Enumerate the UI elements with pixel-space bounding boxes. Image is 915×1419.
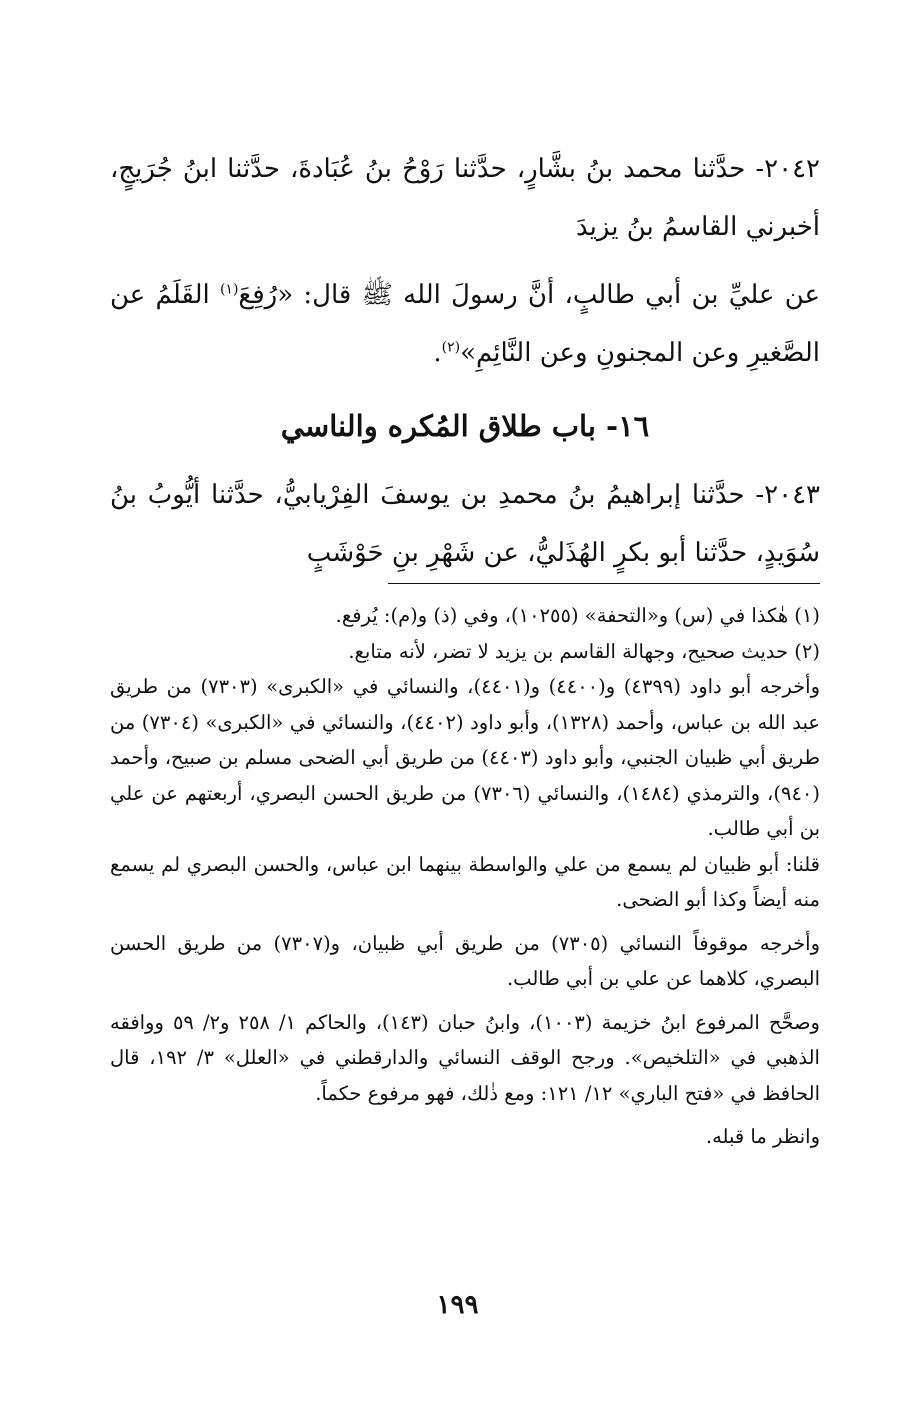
- footnote-ref-1: (١): [219, 281, 239, 298]
- footnote-divider: [388, 583, 820, 584]
- hadith-2043-isnad: ٢٠٤٣- حدَّثنا إبراهيمُ بنُ محمدِ بن يوسفَ الفِرْيابيُّ، حدَّثنا أيُّوبُ بنُ سُوَيدٍ، حدَّثنا أبو بكرٍ الهُذَليُّ، عن شَهْرِ بنِ حَوْشَبٍ: [110, 480, 820, 568]
- page-number: ١٩٩: [436, 1290, 479, 1320]
- footnote-2-mawquf: وأخرجه موقوفاً النسائي (٧٣٠٥) من طريق أبي ظبيان، و(٧٣٠٧) من طريق الحسن البصري، كلاهما عن علي بن أبي طالب.: [110, 931, 820, 990]
- chapter-title: ١٦- باب طلاق المُكره والناسي: [280, 409, 650, 443]
- hadith-2042-isnad: ٢٠٤٢- حدَّثنا محمد بنُ بشَّارٍ، حدَّثنا رَوْحُ بنُ عُبَادةَ، حدَّثنا ابنُ جُرَيجٍ، أخبرني القاسمُ بنُ يزيدَ: [110, 154, 820, 242]
- footnote-1: (١) هٰكذا في (س) و«التحفة» (١٠٢٥٥)، وفي (ذ) و(م): يُرفع.: [335, 604, 820, 627]
- matn-text-1: عن عليِّ بن أبي طالبٍ، أنَّ رسولَ الله ﷺ قال: «رُفِعَ: [238, 280, 820, 310]
- footnotes: [110, 598, 820, 1155]
- matn-text-2: القَلَمُ عن الصَّغيرِ وعن المجنونِ وعن النَّائِمِ»: [110, 280, 820, 368]
- footnote-ref-2: (٢): [441, 339, 461, 356]
- matn-end: .: [433, 338, 442, 368]
- footnote-2-see-previous: وانظر ما قبله.: [705, 1125, 820, 1148]
- main-text: [110, 140, 820, 582]
- hadith-2042-matn: [110, 266, 820, 382]
- footnote-2-takhrij: وأخرجه أبو داود (٤٣٩٩) و(٤٤٠٠) و(٤٤٠١)، والنسائي في «الكبرى» (٧٣٠٣) من طريق عبد الله بن عباس، وأحمد (١٣٢٨)، وأبو داود (٤٤٠٢)، والنسائي في «الكبرى» (٧٣٠٤) من طريق أبي ظبيان الجنبي، وأبو داود (٤٤٠٣) من طريق أبي الضحى مسلم بن صبيح، وأحمد (٩٤٠)، والترمذي (١٤٨٤)، والنسائي (٧٣٠٦) من طريق الحسن البصري، أربعتهم عن علي بن أبي طالب.: [110, 675, 821, 840]
- footnote-2-tashih: وصحَّح المرفوع ابنُ خزيمة (١٠٠٣)، وابنُ حبان (١٤٣)، والحاكم ١/ ٢٥٨ و٢/ ٥٩ ووافقه الذهبي في «التلخيص». ورجح الوقف النسائي والدارقطني في «العلل» ٣/ ١٩٢، قال الحافظ في «فتح الباري» ١٢/ ١٢١: ومع ذٰلك، فهو مرفوع حكماً.: [110, 1010, 820, 1105]
- footnote-2-comment: قلنا: أبو ظبيان لم يسمع من علي والواسطة بينهما ابن عباس، والحسن البصري لم يسمع منه أيضاً وكذا أبو الضحى.: [110, 852, 820, 911]
- footnote-2: (٢) حديث صحيح، وجهالة القاسم بن يزيد لا تضر، لأنه متابع.: [348, 639, 820, 663]
